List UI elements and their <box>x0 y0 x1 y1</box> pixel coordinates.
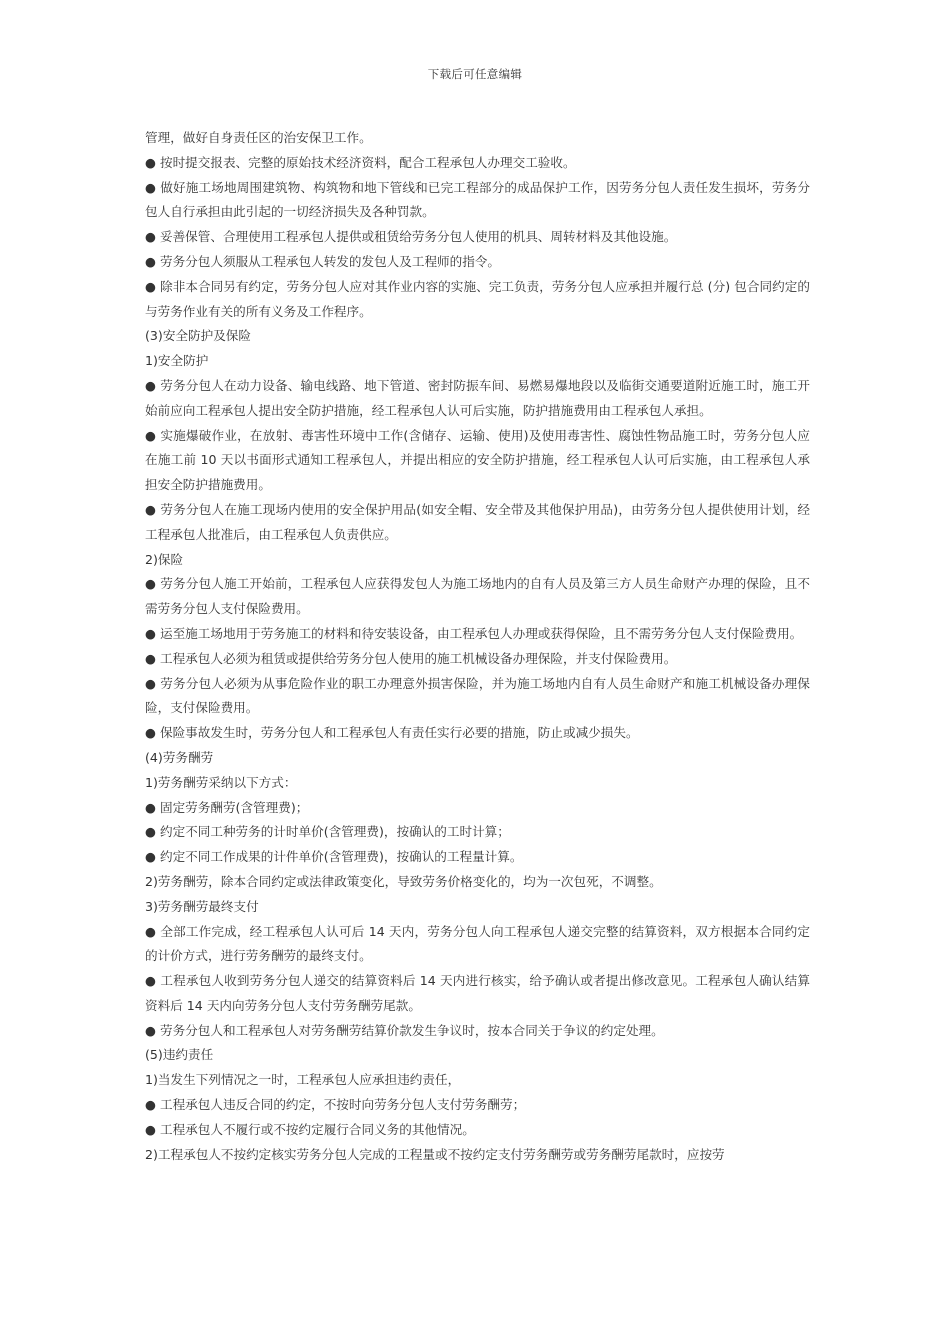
paragraph: ● 工程承包人收到劳务分包人递交的结算资料后 14 天内进行核实，给予确认或者提出修改意见。工程承包人确认结算资料后 14 天内向劳务分包人支付劳务酬劳尾款。 <box>145 973 810 1013</box>
paragraph: ● 做好施工场地周围建筑物、构筑物和地下管线和已完工程部分的成品保护工作，因劳务分包人责任发生损坏，劳务分包人自行承担由此引起的一切经济损失及各种罚款。 <box>145 179 810 220</box>
paragraph: ● 除非本合同另有约定，劳务分包人应对其作业内容的实施、完工负责，劳务分包人应承担并履行总 (分) 包合同约定的与劳务作业有关的所有义务及工作程序。 <box>145 278 810 319</box>
subsection-heading: 1)劳务酬劳采纳以下方式： <box>145 774 297 790</box>
paragraph: ● 劳务分包人在动力设备、输电线路、地下管道、密封防振车间、易燃易爆地段以及临街交通要道附近施工时，施工开始前应向工程承包人提出安全防护措施，经工程承包人认可后实施，防护措施费用由工程承包人承担。 <box>145 377 810 418</box>
subsection-heading: 3)劳务酬劳最终支付 <box>145 898 259 914</box>
section-heading: (5)违约责任 <box>145 1047 214 1063</box>
section-heading: (3)安全防护及保险 <box>145 328 251 344</box>
paragraph: ● 妥善保管、合理使用工程承包人提供或租赁给劳务分包人使用的机具、周转材料及其他设施。 <box>145 229 677 245</box>
paragraph: ● 劳务分包人必须为从事危险作业的职工办理意外损害保险，并为施工场地内自有人员生命财产和施工机械设备办理保险，支付保险费用。 <box>145 675 810 716</box>
subsection-heading: 2)保险 <box>145 551 184 567</box>
paragraph: ● 运至施工场地用于劳务施工的材料和待安装设备，由工程承包人办理或获得保险，且不需劳务分包人支付保险费用。 <box>145 625 803 641</box>
paragraph: ● 保险事故发生时，劳务分包人和工程承包人有责任实行必要的措施，防止或减少损失。 <box>145 725 639 741</box>
paragraph: ● 工程承包人违反合同的约定，不按时向劳务分包人支付劳务酬劳； <box>145 1097 526 1113</box>
paragraph: ● 按时提交报表、完整的原始技术经济资料，配合工程承包人办理交工验收。 <box>145 154 576 170</box>
paragraph: ● 劳务分包人施工开始前，工程承包人应获得发包人为施工场地内的自有人员及第三方人员生命财产办理的保险，且不需劳务分包人支付保险费用。 <box>145 576 810 617</box>
paragraph: 2)工程承包人不按约定核实劳务分包人完成的工程量或不按约定支付劳务酬劳或劳务酬劳尾款时，应按劳 <box>145 1146 725 1162</box>
paragraph: ● 工程承包人必须为租赁或提供给劳务分包人使用的施工机械设备办理保险，并支付保险费用。 <box>145 650 677 666</box>
paragraph: ● 劳务分包人须服从工程承包人转发的发包人及工程师的指令。 <box>145 253 501 269</box>
paragraph: ● 工程承包人不履行或不按约定履行合同义务的其他情况。 <box>145 1121 475 1137</box>
paragraph: 2)劳务酬劳，除本合同约定或法律政策变化，导致劳务价格变化的，均为一次包死，不调整。 <box>145 873 662 889</box>
paragraph: ● 劳务分包人和工程承包人对劳务酬劳结算价款发生争议时，按本合同关于争议的约定处理。 <box>145 1022 664 1038</box>
paragraph: ● 全部工作完成，经工程承包人认可后 14 天内，劳务分包人向工程承包人递交完整的结算资料，双方根据本合同约定的计价方式，进行劳务酬劳的最终支付。 <box>145 923 810 964</box>
subsection-heading: 1)安全防护 <box>145 353 209 369</box>
paragraph: ● 约定不同工种劳务的计时单价(含管理费)，按确认的工时计算； <box>145 824 510 840</box>
document-body <box>145 126 810 1167</box>
paragraph: ● 约定不同工作成果的计件单价(含管理费)，按确认的工程量计算。 <box>145 849 523 865</box>
paragraph: ● 劳务分包人在施工现场内使用的安全保护用品(如安全帽、安全带及其他保护用品)，由劳务分包人提供使用计划，经工程承包人批准后，由工程承包人负责供应。 <box>145 501 810 542</box>
paragraph: 1)当发生下列情况之一时，工程承包人应承担违约责任， <box>145 1072 461 1088</box>
paragraph: 管理，做好自身责任区的治安保卫工作。 <box>145 130 372 145</box>
paragraph: ● 固定劳务酬劳(含管理费)； <box>145 799 309 815</box>
page-header: 下载后可任意编辑 <box>427 67 523 81</box>
section-heading: (4)劳务酬劳 <box>145 749 214 765</box>
paragraph: ● 实施爆破作业，在放射、毒害性环境中工作(含储存、运输、使用)及使用毒害性、腐蚀性物品施工时，劳务分包人应在施工前 10 天以书面形式通知工程承包人，并提出相应的安全防护措施，经工程承包人认可后实施，由工程承包人承担安全防护措施费用。 <box>145 427 810 493</box>
